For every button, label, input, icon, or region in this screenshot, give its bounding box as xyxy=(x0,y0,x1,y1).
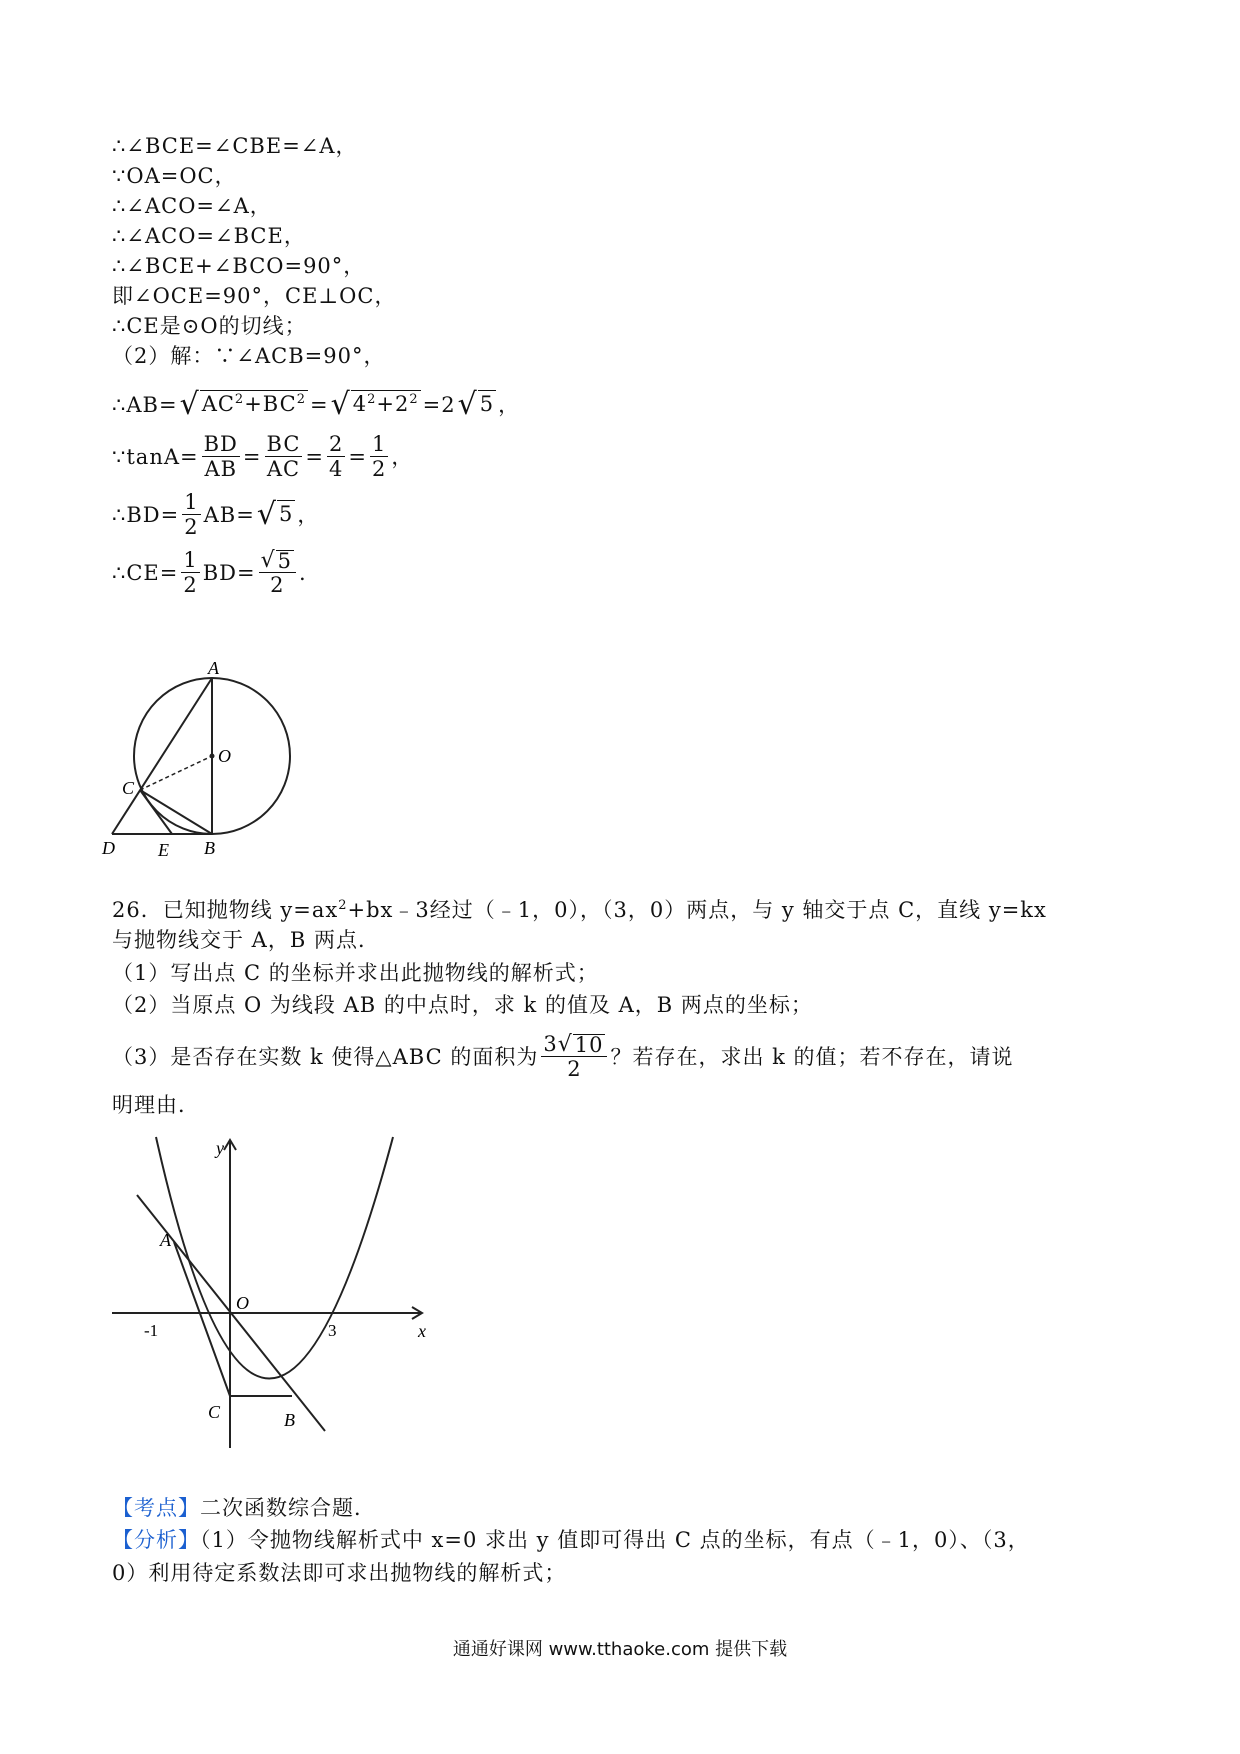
proof-line-1: ∴∠BCE=∠CBE=∠A， xyxy=(112,134,358,158)
problem-part-a: 26．已知抛物线 y=ax xyxy=(112,898,339,922)
ab-end: ， xyxy=(498,393,521,417)
problem-sub-3-a: （3）是否存在实数 k 使得△ABC 的面积为 xyxy=(112,1044,539,1069)
ab-eq: = xyxy=(309,393,329,417)
label-b: B xyxy=(204,838,215,858)
ce-prefix: ∴CE= xyxy=(112,560,179,585)
bd-mid: AB= xyxy=(203,502,255,527)
kaodian-line xyxy=(112,1495,376,1521)
proof-line-2: ∵OA=OC， xyxy=(112,164,237,188)
ce-mid: BD= xyxy=(202,560,256,585)
sqrt-4-2: √ $4^2+2^2$ xyxy=(330,387,419,422)
problem-sub-3 xyxy=(112,1032,1014,1081)
label-d: D xyxy=(102,838,115,858)
footer-credit: 通通好课网 www.tthaoke.com 提供下载 xyxy=(452,1639,788,1660)
label-x: x xyxy=(418,1321,426,1341)
proof-line-8: （2）解：∵∠ACB=90°， xyxy=(112,344,386,368)
center-point xyxy=(210,754,215,759)
frac-bd-ab: $\frac{BD}{AB}$ xyxy=(203,432,238,481)
frac-3sqrt10-2: 3 √ 10 2 xyxy=(541,1032,607,1081)
proof-line-3: ∴∠ACO=∠A， xyxy=(112,194,272,218)
proof-line-4: ∴∠ACO=∠BCE， xyxy=(112,224,306,248)
parabola-curve xyxy=(156,1137,393,1379)
frac-sqrt5-2: √ 5 2 xyxy=(259,548,296,597)
tan-end: ， xyxy=(391,444,414,469)
fenxi-tag: 【分析】 xyxy=(112,1528,200,1552)
ce-equation xyxy=(112,548,307,597)
frac-2-4: $\frac{2}{4}$ xyxy=(329,432,344,481)
problem-line-2: 与抛物线交于 A，B 两点． xyxy=(112,928,380,952)
proof-line-7: ∴CE是⊙O的切线； xyxy=(112,314,307,338)
fenxi-line xyxy=(112,1527,1030,1553)
label-e: E xyxy=(158,840,169,860)
line-cb xyxy=(140,790,212,834)
proof-line-6: 即∠OCE=90°，CE⊥OC， xyxy=(112,284,397,308)
label-y: y xyxy=(216,1138,224,1158)
proof-line-5: ∴∠BCE+∠BCO=90°， xyxy=(112,254,366,278)
fenxi-text: （1）令抛物线解析式中 x=0 求出 y 值即可得出 C 点的坐标，有点（﹣1，0）、（3， xyxy=(200,1528,1030,1552)
ab-result: =2 xyxy=(422,393,456,417)
line-ad xyxy=(112,678,212,834)
label-c-graph: C xyxy=(208,1402,221,1422)
problem-sub-3-b: ？若存在，求出 k 的值；若不存在，请说 xyxy=(610,1044,1014,1069)
label-c: C xyxy=(122,778,135,798)
tan-prefix: ∵tanA= xyxy=(112,444,199,469)
kaodian-tag: 【考点】 xyxy=(112,1496,200,1520)
frac-half: $\frac{1}{2}$ xyxy=(184,490,199,539)
line-ce xyxy=(140,790,172,834)
ce-end: . xyxy=(299,560,307,585)
bd-equation xyxy=(112,490,319,539)
kaodian-text: 二次函数综合题． xyxy=(200,1496,376,1520)
problem-sub-1: （1）写出点 C 的坐标并求出此抛物线的解析式； xyxy=(112,961,599,985)
problem-sub-3-c: 明理由． xyxy=(112,1093,200,1117)
problem-sub-2: （2）当原点 O 为线段 AB 的中点时，求 k 的值及 A，B 两点的坐标； xyxy=(112,993,813,1017)
ab-equation xyxy=(112,387,521,422)
label-neg1: -1 xyxy=(144,1321,159,1340)
label-o: O xyxy=(218,746,231,766)
circle-figure xyxy=(100,660,320,870)
line-ac xyxy=(174,1242,230,1396)
label-a: A xyxy=(208,660,219,678)
problem-line-1: 26．已知抛物线 $y=ax^2+bx﹣3$经过（﹣1，0），（3，0）两点，与 y 轴交于点 C，直线 y=kx xyxy=(112,898,1047,922)
problem-part-b: +bx﹣3经过（﹣1，0），（3，0）两点，与 y 轴交于点 C，直线 y=kx xyxy=(347,898,1047,922)
sqrt-5: √ 5 xyxy=(457,387,495,422)
ab-prefix: ∴AB= xyxy=(112,393,178,417)
fenxi-line-2: 0）利用待定系数法即可求出抛物线的解析式； xyxy=(112,1561,567,1585)
sqrt-ac-bc: √ $AC^2+BC^2$ xyxy=(179,387,306,422)
frac-1-2: $\frac{1}{2}$ xyxy=(371,432,387,481)
bd-end: ， xyxy=(297,502,320,527)
label-3: 3 xyxy=(328,1321,337,1340)
parabola-graph xyxy=(100,1130,430,1460)
frac-half-ce: $\frac{1}{2}$ xyxy=(183,548,198,597)
bd-prefix: ∴BD= xyxy=(112,502,180,527)
label-o-graph: O xyxy=(236,1293,249,1313)
label-b-graph: B xyxy=(284,1410,295,1430)
tan-equation: ∵tanA= $\frac{BD}{AB}$ = $\frac{BC}{AC}$ = $\frac{2}{4}$ = $\frac{1}{2}$ ， xyxy=(112,432,414,481)
label-a-graph: A xyxy=(160,1230,171,1250)
frac-bc-ac: $\frac{BC}{AC}$ xyxy=(266,432,301,481)
sqrt-5-bd: √ 5 xyxy=(256,496,294,532)
